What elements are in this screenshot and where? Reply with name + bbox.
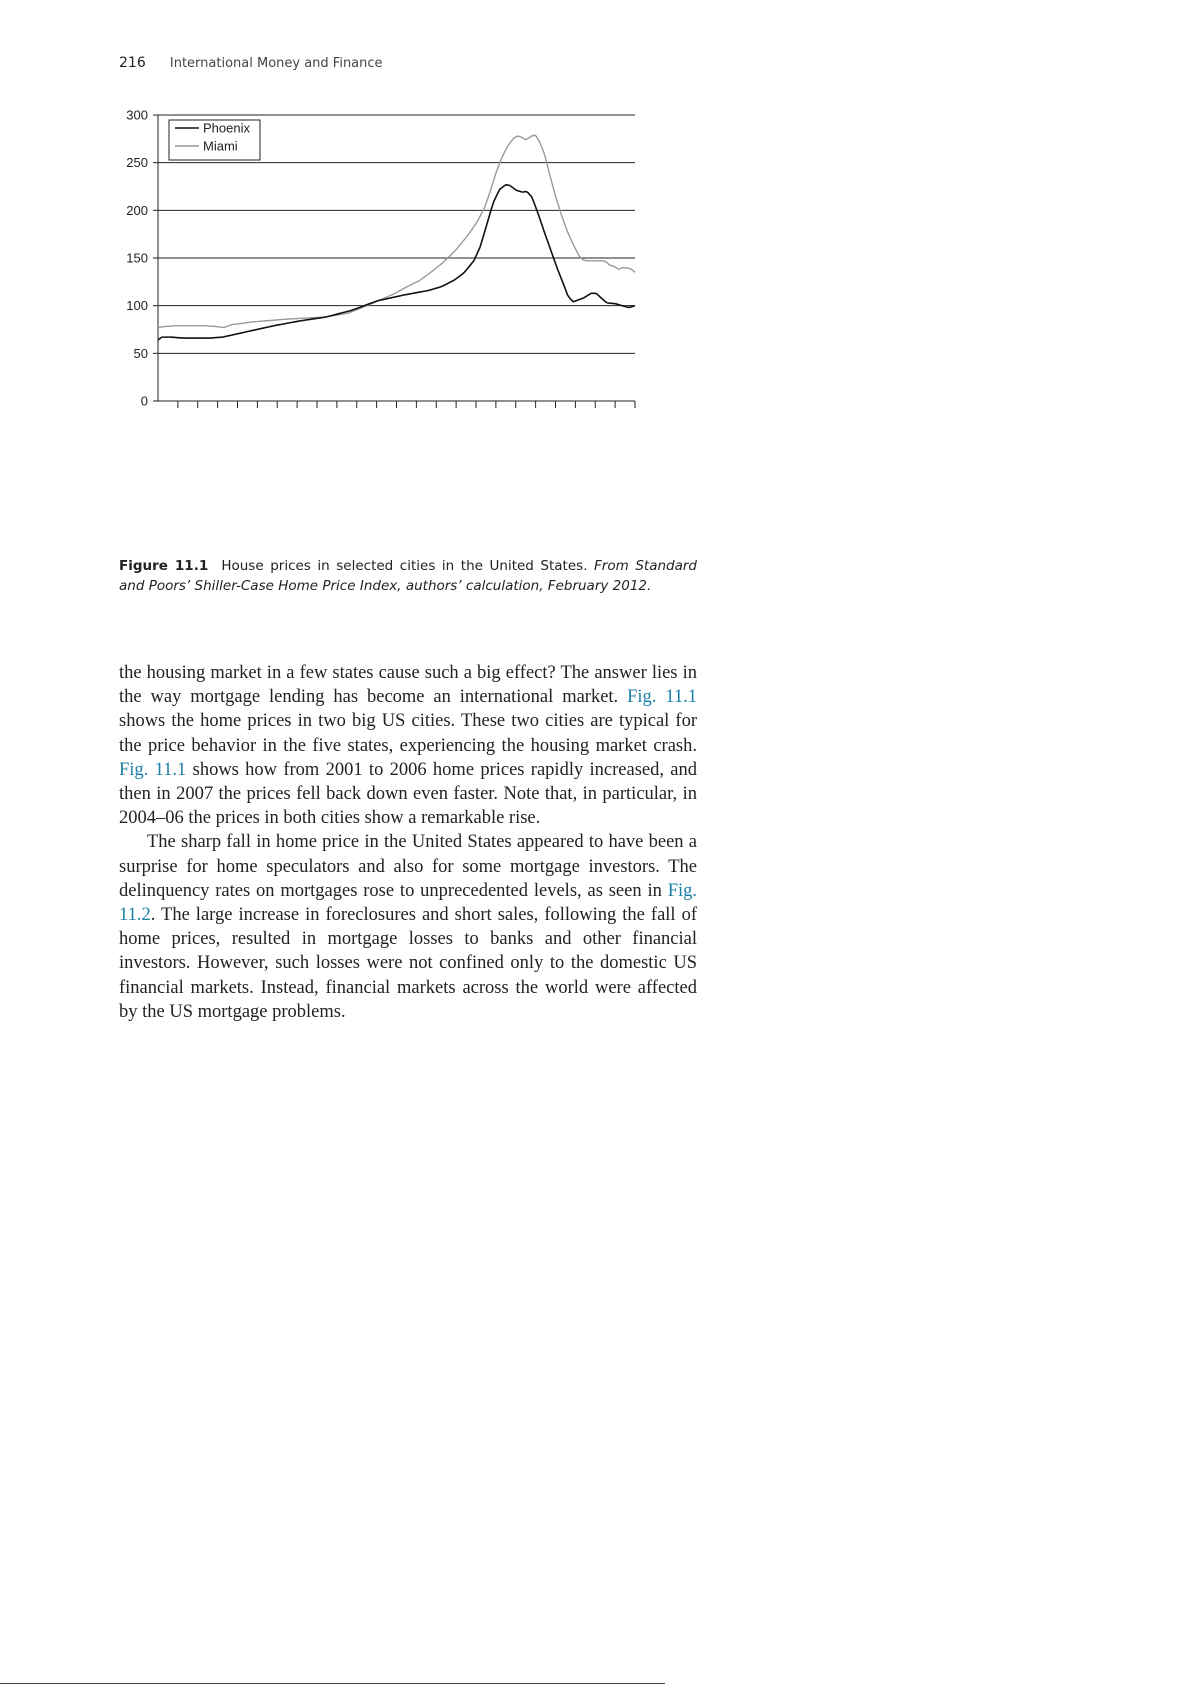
paragraph-1 [119,661,697,830]
body-text-run: the housing market in a few states cause such a big effect? The answer lies in the way mortgage lending has become an international market. [119,663,697,708]
house-price-chart [119,108,704,458]
body-text-run: shows how from 2001 to 2006 home prices rapidly increased, and then in 2007 the prices fell back down even faster. Note that, in particular, in 2004–06 the prices in both cities show a remarkable rise. [119,759,698,829]
y-tick-label: 100 [126,298,148,314]
y-tick-label: 300 [126,108,148,123]
page-number: 216 [119,55,146,71]
figure-title: House prices in selected cities in the United States. [221,558,588,574]
series-line-miami [158,135,635,327]
figure-link[interactable]: Fig. 11.1 [119,759,187,780]
y-tick-label: 150 [126,250,148,266]
body-text-run: . The large increase in foreclosures and short sales, following the fall of home prices, resulted in mortgage losses to banks and other financial investors. However, such losses were not confined only to the domestic US financial markets. Instead, financial markets across the world were affected by the US mortgage problems. [119,905,697,1022]
y-tick-label: 0 [140,393,148,409]
body-text-run: The sharp fall in home price in the United States appeared to have been a surprise for home speculators and also for some mortgage investors. The delinquency rates on mortgages rose to unprecedented levels, as seen in [119,832,697,901]
y-tick-label: 200 [126,202,148,218]
legend-label-phoenix: Phoenix [203,120,250,136]
figure-link[interactable]: Fig. 11.1 [627,687,697,708]
series-line-phoenix [158,185,635,340]
figure-label: Figure 11.1 [119,558,209,574]
y-tick-label: 50 [133,345,148,361]
bottom-rule [0,1683,665,1684]
figure-source: From Standard and Poors’ Shiller-Case Home Price Index, authors’ calculation, February 2012. [119,558,697,594]
running-head [119,55,383,71]
body-text-run: shows the home prices in two big US cities. These two cities are typical for the price behavior in the five states, experiencing the housing market crash. [119,711,697,756]
figure-caption [119,556,697,596]
y-tick-label: 250 [126,155,148,171]
figure-link[interactable]: Fig. 11.2 [119,880,697,926]
running-title: International Money and Finance [169,56,383,71]
body-text [119,661,697,1024]
legend-label-miami: Miami [203,138,238,154]
paragraph-2 [119,830,697,1024]
